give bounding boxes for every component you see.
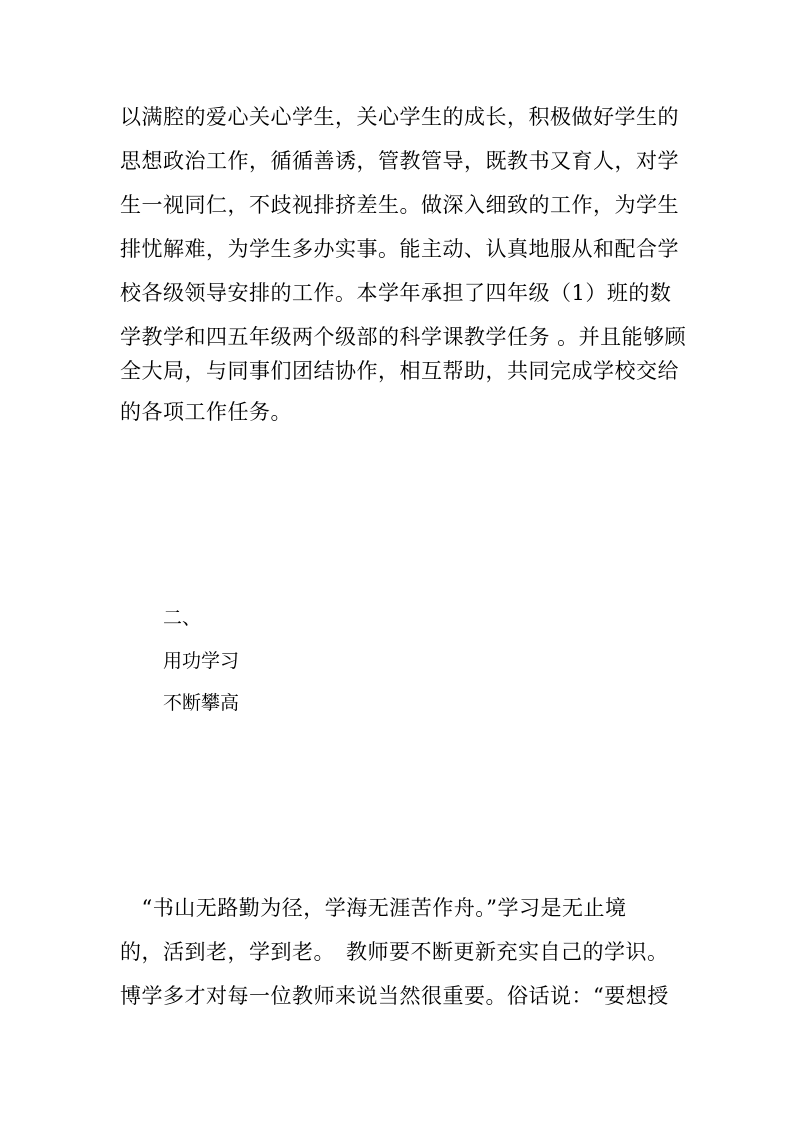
paragraph-1-line-7: 全大局，与同事们团结协作，相互帮助，共同完成学校交给: [120, 359, 679, 383]
section-number: 二、: [163, 607, 202, 629]
paragraph-1-line-3: 生一视同仁，不歧视排挤差生。做深入细致的工作，为学生: [120, 193, 679, 217]
paragraph-1-line-8: 的各项工作任务。: [120, 400, 292, 424]
paragraph-1-line-4: 排忧解难，为学生多办实事。能主动、认真地服从和配合学: [120, 237, 679, 261]
section-title-line-2: 不断攀高: [163, 692, 240, 714]
paragraph-2-line-2: 的，活到老，学到老。 教师要不断更新充实自己的学识。: [120, 940, 669, 964]
paragraph-2-line-1: “书山无路勤为径，学海无涯苦作舟。”学习是无止境: [120, 896, 627, 920]
paragraph-1-line-2: 思想政治工作，循循善诱，管教管导，既教书又育人，对学: [120, 149, 679, 173]
section-title-line-1: 用功学习: [163, 650, 240, 672]
paragraph-2-line-3: 博学多才对每一位教师来说当然很重要。俗话说：“要想授: [120, 984, 669, 1008]
paragraph-1-line-1: 以满腔的爱心关心学生，关心学生的成长，积极做好学生的: [120, 105, 679, 129]
paragraph-1-line-6: 学教学和四五年级两个级部的科学课教学任务 。并且能够顾: [120, 325, 687, 349]
paragraph-1-line-5: 校各级领导安排的工作。本学年承担了四年级（1）班的数: [120, 281, 672, 305]
